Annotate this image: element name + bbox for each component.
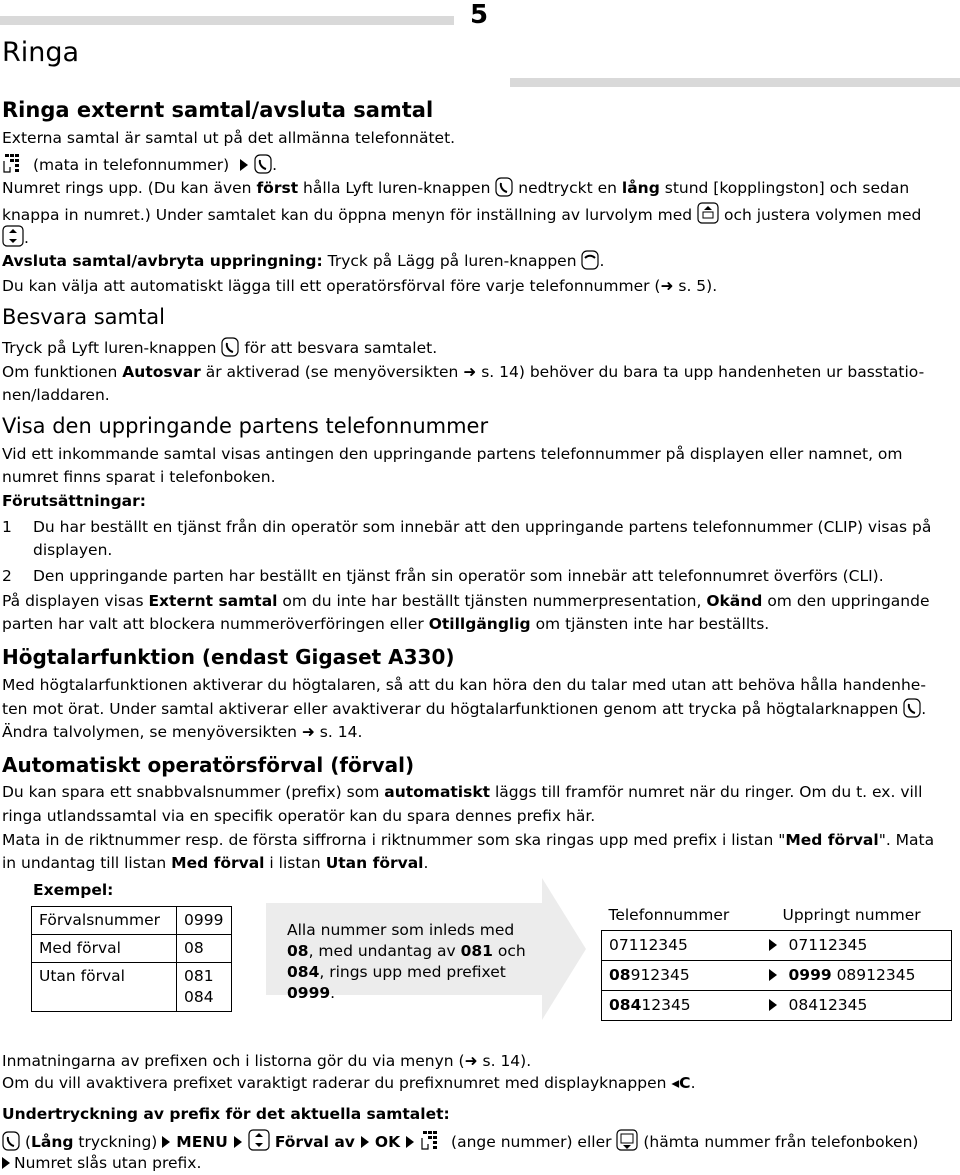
keypad-icon bbox=[2, 152, 28, 174]
table-row bbox=[602, 931, 952, 961]
table-cell: Utan förval bbox=[32, 963, 177, 1012]
nav-key-icon bbox=[248, 1129, 270, 1151]
table-row bbox=[602, 901, 952, 931]
table-cell: 07112345 bbox=[602, 931, 776, 961]
column-header: Telefonnummer bbox=[602, 901, 776, 931]
table-cell: 0999 08912345 bbox=[776, 961, 952, 991]
arrow-right-icon bbox=[769, 999, 777, 1011]
heading-caller-id: Visa den uppringande partens telefonnummer bbox=[2, 414, 489, 438]
table-row bbox=[32, 935, 232, 963]
talk-key-icon bbox=[254, 154, 272, 174]
text-line: knappa in numret.) Under samtalet kan du öppna menyn för inställning av lurvolym med och justera volymen med bbox=[2, 202, 921, 226]
sub-heading-suppress-prefix: Undertryckning av prefix för det aktuella samtalet: bbox=[2, 1105, 450, 1123]
text-line: . bbox=[2, 225, 29, 249]
arrow-right-icon bbox=[769, 969, 777, 981]
text-line: in undantag till listan Med förval i listan Utan förval. bbox=[2, 854, 429, 872]
text-line: På displayen visas Externt samtal om du inte har beställt tjänsten nummerpresentation, Okänd om den uppringande bbox=[2, 592, 930, 610]
page-title: Ringa bbox=[2, 37, 80, 68]
talk-key-icon bbox=[495, 177, 513, 197]
page-number: 5 bbox=[470, 0, 489, 30]
table-cell: Med förval bbox=[32, 935, 177, 963]
text-line: Externa samtal är samtal ut på det allmänna telefonnätet. bbox=[2, 129, 456, 147]
text-line: ringa utlandssamtal via en specifik operatör kan du spara dennes prefix här. bbox=[2, 807, 596, 825]
text-line: Vid ett inkommande samtal visas antingen den uppringande partens telefonnummer på displayen eller namnet, om bbox=[2, 445, 903, 463]
list-item-number: 1 bbox=[2, 518, 12, 536]
menu-softkey: MENU bbox=[176, 1133, 228, 1151]
table-cell: 0999 bbox=[177, 907, 232, 935]
end-call-key-icon bbox=[581, 250, 599, 270]
text-line: nen/laddaren. bbox=[2, 386, 110, 404]
keypad-icon bbox=[420, 1129, 446, 1151]
dial-text: (mata in telefonnummer) bbox=[32, 156, 230, 174]
procedure-result: Numret slås utan prefix. bbox=[2, 1153, 201, 1174]
table-cell: 08412345 bbox=[776, 991, 952, 1021]
talk-key-icon bbox=[2, 1131, 20, 1151]
text-line: Ändra talvolymen, se menyöversikten ➜ s. 14. bbox=[2, 723, 363, 741]
heading-external-call: Ringa externt samtal/avsluta samtal bbox=[2, 98, 434, 122]
table-row bbox=[32, 963, 232, 1012]
text-line: Om funktionen Autosvar är aktiverad (se menyöversikten ➜ s. 14) behöver du bara ta upp handenheten ur basstatio- bbox=[2, 363, 925, 381]
column-header: Uppringt nummer bbox=[776, 901, 952, 931]
list-item: Du har beställt en tjänst från din operatör som innebär att den uppringande partens telefonnummer (CLIP) visas på bbox=[33, 518, 932, 536]
table-cell: 08412345 bbox=[602, 991, 776, 1021]
text-line: Mata in de riktnummer resp. de första siffrorna i riktnummer som ska ringas upp med prefix i listan "Med förval". Mata bbox=[2, 831, 935, 849]
volume-key-icon bbox=[697, 202, 719, 224]
text-line: Avsluta samtal/avbryta uppringning: Tryck på Lägg på luren-knappen . bbox=[2, 252, 605, 270]
text-line: Numret rings upp. (Du kan även först hålla Lyft luren-knappen nedtryckt en lång stund [kopplingston] och sedan bbox=[2, 179, 910, 197]
procedure-line: (Lång tryckning) MENU Förval av OK (ange nummer) eller (hämta nummer från telefonboken) bbox=[2, 1129, 918, 1153]
text-line: parten har valt att blockera nummeröverföringen eller Otillgänglig om tjänsten inte har beställts. bbox=[2, 615, 770, 633]
dial-instruction: (mata in telefonnummer) . bbox=[2, 152, 277, 176]
heading-answer-call: Besvara samtal bbox=[2, 305, 165, 329]
table-cell: 07112345 bbox=[776, 931, 952, 961]
speaker-key-icon bbox=[903, 698, 921, 718]
list-item: displayen. bbox=[33, 541, 113, 559]
text-line: Om du vill avaktivera prefixet varaktigt raderar du prefixnumret med displayknappen ◂C. bbox=[2, 1074, 696, 1092]
text-line: ten mot örat. Under samtal aktiverar eller avaktiverar du högtalarfunktionen genom att trycka på högtalarknappen . bbox=[2, 700, 927, 718]
table-cell: 08 bbox=[177, 935, 232, 963]
arrow-right-icon bbox=[361, 1136, 369, 1148]
prerequisites-label: Förutsättningar: bbox=[2, 492, 146, 510]
table-cell: 081 084 bbox=[177, 963, 232, 1012]
arrow-right-icon bbox=[406, 1136, 414, 1148]
ok-softkey: OK bbox=[374, 1133, 401, 1151]
text-line: Du kan välja att automatiskt lägga till ett operatörsförval före varje telefonnummer (➜ s. 5). bbox=[2, 277, 718, 295]
arrow-explanation-text: Alla nummer som inleds med 08, med undantag av 081 och 084, rings upp med prefixet 0999. bbox=[287, 921, 526, 1002]
arrow-right-icon bbox=[2, 1157, 10, 1169]
example-label: Exempel: bbox=[33, 881, 114, 899]
list-item: Den uppringande parten har beställt en tjänst från sin operatör som innebär att telefonnumret överförs (CLI). bbox=[33, 567, 884, 585]
table-cell: Förvalsnummer bbox=[32, 907, 177, 935]
header-bar-right bbox=[510, 78, 960, 87]
text-line: Du kan spara ett snabbvalsnummer (prefix) som automatiskt läggs till framför numret när du ringer. Om du t. ex. vill bbox=[2, 783, 923, 801]
ref-arrow-icon: ➜ bbox=[301, 723, 315, 741]
table-row bbox=[602, 961, 952, 991]
talk-key-icon bbox=[221, 337, 239, 357]
menu-option: Förval av bbox=[274, 1133, 355, 1151]
text-line: Inmatningarna av prefixen och i listorna gör du via menyn (➜ s. 14). bbox=[2, 1052, 532, 1070]
list-item-number: 2 bbox=[2, 567, 12, 585]
text-line: Tryck på Lyft luren-knappen för att besvara samtalet. bbox=[2, 339, 438, 357]
header-bar-left bbox=[0, 16, 454, 25]
text-line: numret finns sparat i telefonboken. bbox=[2, 468, 276, 486]
result-table bbox=[601, 901, 952, 1021]
table-cell: 08912345 bbox=[602, 961, 776, 991]
ref-arrow-icon: ➜ bbox=[463, 363, 477, 381]
arrow-right-icon bbox=[240, 159, 248, 171]
table-row bbox=[32, 907, 232, 935]
ref-arrow-icon: ➜ bbox=[660, 277, 674, 295]
table-row bbox=[602, 991, 952, 1021]
ref-arrow-icon: ➜ bbox=[464, 1052, 478, 1070]
arrow-right-icon bbox=[162, 1136, 170, 1148]
arrow-right-icon bbox=[234, 1136, 242, 1148]
heading-speaker: Högtalarfunktion (endast Gigaset A330) bbox=[2, 645, 455, 669]
phonebook-key-icon bbox=[616, 1129, 638, 1151]
arrow-right-icon bbox=[769, 939, 777, 951]
text-line: Med högtalarfunktionen aktiverar du högtalaren, så att du kan höra den du talar med utan att behöva hålla handenhe- bbox=[2, 676, 926, 694]
backspace-key-icon: ◂C bbox=[671, 1074, 691, 1092]
prefix-table bbox=[31, 906, 232, 1012]
heading-preselection: Automatiskt operatörsförval (förval) bbox=[2, 753, 415, 777]
nav-key-icon bbox=[2, 225, 24, 247]
